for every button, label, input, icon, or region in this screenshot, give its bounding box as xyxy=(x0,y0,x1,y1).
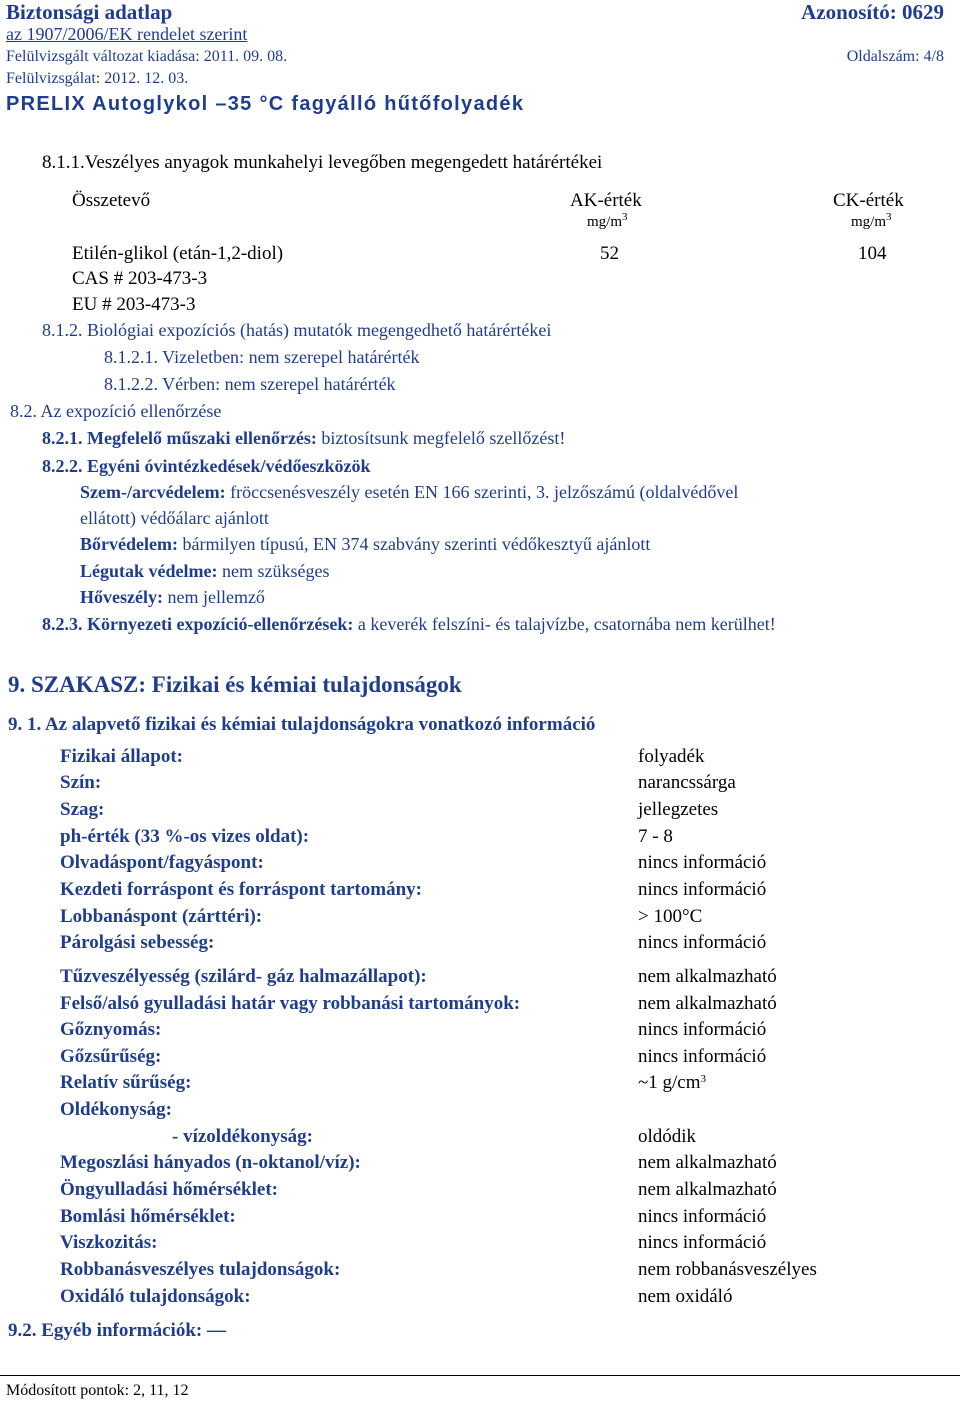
property-label: Oxidáló tulajdonságok: xyxy=(60,1286,251,1307)
modified-points: Módosított pontok: 2, 11, 12 xyxy=(6,1382,189,1399)
column-header-ck: CK-érték xyxy=(833,190,904,211)
component-name: Etilén-glikol (etán-1,2-diol) xyxy=(72,243,284,264)
property-label: Oldékonyság: xyxy=(60,1099,172,1120)
document-identifier: Azonosító: 0629 xyxy=(801,0,944,24)
property-value: nincs információ xyxy=(638,1232,767,1253)
property-label: Lobbanáspont (zárttéri): xyxy=(60,906,263,927)
column-header-component: Összetevő xyxy=(72,190,151,211)
revision-issue-date: Felülvizsgált változat kiadása: 2011. 09. 08. xyxy=(6,48,288,65)
property-label: Öngyulladási hőmérséklet: xyxy=(60,1179,278,1200)
property-value: nincs információ xyxy=(638,1046,767,1067)
product-name: PRELIX Autoglykol –35 °C fagyálló hűtőfolyadék xyxy=(6,93,525,115)
property-value: nincs információ xyxy=(638,852,767,873)
property-label: Felső/alsó gyulladási határ vagy robbanási tartományok: xyxy=(60,993,521,1014)
section-9-1-heading: 9. 1. Az alapvető fizikai és kémiai tulajdonságokra vonatkozó információ xyxy=(8,714,596,735)
technical-control: 8.2.1. Megfelelő műszaki ellenőrzés: biztosítsunk megfelelő szellőzést! xyxy=(42,428,566,448)
eye-protection: Szem-/arcvédelem: fröccsenésveszély esetén EN 166 szerinti, 3. jelzőszámú (oldalvédővel xyxy=(80,482,739,502)
skin-protection: Bőrvédelem: bármilyen típusú, EN 374 szabvány szerinti védőkesztyű ajánlott xyxy=(80,534,651,554)
exposure-limits-heading: 8.1.1.Veszélyes anyagok munkahelyi levegőben megengedett határértékei xyxy=(42,152,603,173)
column-header-ak: AK-érték xyxy=(570,190,642,211)
ck-value: 104 xyxy=(858,243,887,264)
property-label: Tűzveszélyesség (szilárd- gáz halmazállapot): xyxy=(60,966,427,987)
section-9-title: 9. SZAKASZ: Fizikai és kémiai tulajdonságok xyxy=(8,672,462,697)
property-value: ~1 $g/cm^3$ xyxy=(638,1072,707,1093)
unit-ak: $mg/m^3$ xyxy=(587,211,628,230)
property-value: nincs információ xyxy=(638,1206,767,1227)
property-value: nem robbanásveszélyes xyxy=(638,1259,817,1280)
property-value: nem alkalmazható xyxy=(638,1179,777,1200)
property-value: oldódik xyxy=(638,1126,697,1147)
property-label: Olvadáspont/fagyáspont: xyxy=(60,852,264,873)
revision-check-date: Felülvizsgálat: 2012. 12. 03. xyxy=(6,70,189,87)
property-value: folyadék xyxy=(638,746,705,767)
blood-limit: 8.1.2.2. Vérben: nem szerepel határérték xyxy=(104,374,396,394)
property-label: Fizikai állapot: xyxy=(60,746,183,767)
property-value: nincs információ xyxy=(638,879,767,900)
property-label: Párolgási sebesség: xyxy=(60,932,215,953)
page-number: Oldalszám: 4/8 xyxy=(846,48,944,65)
environmental-control: 8.2.3. Környezeti expozíció-ellenőrzések: a keverék felszíni- és talajvízbe, csatornába nem kerülhet! xyxy=(42,614,776,634)
regulation-reference: az 1907/2006/EK rendelet szerint xyxy=(6,24,248,44)
footer-divider xyxy=(0,1375,960,1376)
respiratory-protection: Légutak védelme: nem szükséges xyxy=(80,561,330,581)
urine-limit: 8.1.2.1. Vizeletben: nem szerepel határérték xyxy=(104,347,420,367)
ak-value: 52 xyxy=(600,243,619,264)
component-cas: CAS # 203-473-3 xyxy=(72,268,208,289)
property-label: Viszkozitás: xyxy=(60,1232,158,1253)
property-label: Szag: xyxy=(60,799,105,820)
ppe-heading: 8.2.2. Egyéni óvintézkedések/védőeszközök xyxy=(42,456,371,476)
property-label: Gőzsűrűség: xyxy=(60,1046,162,1067)
eye-protection-continued: ellátott) védőálarc ajánlott xyxy=(80,508,269,528)
property-label: ph-érték (33 %-os vizes oldat): xyxy=(60,826,310,847)
property-value: > 100°C xyxy=(638,906,703,927)
exposure-control-heading: 8.2. Az expozíció ellenőrzése xyxy=(10,401,222,421)
property-value: jellegzetes xyxy=(638,799,719,820)
property-value: nem alkalmazható xyxy=(638,993,777,1014)
document-title: Biztonsági adatlap xyxy=(6,0,173,24)
property-value: nem alkalmazható xyxy=(638,1152,777,1173)
property-value: nincs információ xyxy=(638,1019,767,1040)
biological-limits-heading: 8.1.2. Biológiai expozíciós (hatás) mutatók megengedhető határértékei xyxy=(42,320,552,340)
property-label: Robbanásveszélyes tulajdonságok: xyxy=(60,1259,341,1280)
property-value: 7 - 8 xyxy=(638,826,673,847)
component-eu: EU # 203-473-3 xyxy=(72,294,196,315)
property-value: nincs információ xyxy=(638,932,767,953)
property-label: Gőznyomás: xyxy=(60,1019,162,1040)
thermal-hazard: Hőveszély: nem jellemző xyxy=(80,587,265,607)
other-information: 9.2. Egyéb információk: — xyxy=(8,1320,226,1341)
property-value: narancssárga xyxy=(638,772,736,793)
property-label: - vízoldékonyság: xyxy=(172,1126,313,1147)
property-label: Megoszlási hányados (n-oktanol/víz): xyxy=(60,1152,361,1173)
property-label: Bomlási hőmérséklet: xyxy=(60,1206,236,1227)
unit-ck: $mg/m^3$ xyxy=(851,211,892,230)
property-value: nem alkalmazható xyxy=(638,966,777,987)
property-label: Relatív sűrűség: xyxy=(60,1072,192,1093)
property-label: Kezdeti forráspont és forráspont tartomány: xyxy=(60,879,422,900)
property-label: Szín: xyxy=(60,772,102,793)
property-value: nem oxidáló xyxy=(638,1286,733,1307)
